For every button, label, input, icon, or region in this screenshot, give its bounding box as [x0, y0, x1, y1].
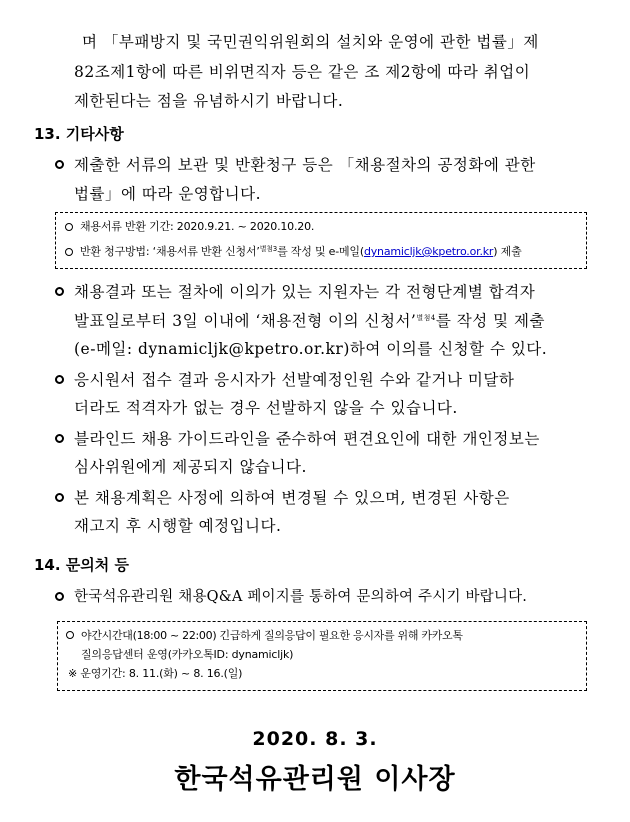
return-method-mid: 를 작성 및 e-메일( — [277, 245, 364, 258]
section-13-item-5-line-1: 본 채용계획은 사정에 의하여 변경될 수 있으며, 변경된 사항은 — [74, 489, 510, 507]
kakao-line-3 — [68, 663, 242, 685]
circle-bullet-icon — [55, 375, 64, 384]
return-method-text: 반환 청구방법: ‘채용서류 반환 신청서’ — [80, 245, 260, 258]
paragraph-line-2: 82조제1항에 따른 비위면직자 등은 같은 조 제2항에 따라 취업이 — [74, 63, 531, 81]
paragraph-line-3: 제한된다는 점을 유념하시기 바랍니다. — [74, 92, 344, 110]
circle-bullet-icon — [55, 160, 64, 169]
section-14-heading: 14. 문의처 등 — [34, 556, 129, 574]
circle-bullet-icon — [55, 434, 64, 443]
section-13-item-5-line-2: 재고지 후 시행할 예정입니다. — [74, 517, 282, 535]
section-14-item-1: 한국석유관리원 채용Q&A 페이지를 통하여 문의하여 주시기 바랍니다. — [74, 589, 528, 605]
section-13-item-4-line-2: 심사위원에게 제공되지 않습니다. — [74, 458, 307, 476]
attachment-4-ref: 별첨4 — [416, 314, 436, 322]
return-method-end: ) 제출 — [493, 245, 522, 258]
section-13-item-3-line-2: 더라도 적격자가 없는 경우 선발하지 않을 수 있습니다. — [74, 399, 458, 417]
document-date: 2020. 8. 3. — [252, 728, 378, 750]
kakao-line-1: 야간시간대(18:00 ~ 22:00) 긴급하게 질의응답이 필요한 응시자를 위해 카카오톡 — [81, 629, 463, 642]
section-13-item-2-line-2 — [74, 310, 545, 332]
section-13-item-2-line-3: (e-메일: dynamicljk@kpetro.or.kr)하여 이의를 신청할 수 있다. — [74, 340, 548, 358]
return-info-box — [55, 212, 587, 269]
circle-bullet-icon — [55, 592, 64, 601]
operation-period: 운영기간: 8. 11.(화) ~ 8. 16.(일) — [80, 667, 243, 680]
circle-bullet-icon — [55, 493, 64, 502]
section-13-item-3-line-1: 응시원서 접수 결과 응시자가 선발예정인원 수와 같거나 미달하 — [74, 371, 515, 389]
paragraph-line-1: 며 「부패방지 및 국민권익위원회의 설치와 운영에 관한 법률」제 — [82, 33, 539, 51]
kakao-line-2: 질의응답센터 운영(카카오톡ID: dynamicljk) — [81, 648, 294, 661]
email-link[interactable]: dynamicljk@kpetro.or.kr — [363, 245, 494, 258]
kakao-info-box — [57, 621, 587, 691]
circle-bullet-icon — [66, 631, 74, 639]
section-13-item-4-line-1: 블라인드 채용 가이드라인을 준수하여 편견요인에 대한 개인정보는 — [74, 430, 540, 448]
section-13-item-2-line-1: 채용결과 또는 절차에 이의가 있는 지원자는 각 전형단계별 합격자 — [74, 283, 536, 301]
return-period: 채용서류 반환 기간: 2020.9.21. ~ 2020.10.20. — [80, 220, 315, 233]
attachment-3-ref: 별첨3 — [259, 245, 278, 253]
section-13-item-1-line-2: 법률」에 따라 운영합니다. — [74, 185, 262, 203]
circle-bullet-icon — [55, 287, 64, 296]
section-13-heading: 13. 기타사항 — [34, 125, 124, 143]
issuer-signature: 한국석유관리원 이사장 — [174, 764, 456, 795]
reference-mark: ※ — [68, 667, 78, 680]
section-13-item-1-line-1: 제출한 서류의 보관 및 반환청구 등은 「채용절차의 공정화에 관한 — [74, 156, 536, 174]
objection-text: 발표일로부터 3일 이내에 ‘채용전형 이의 신청서’ — [74, 312, 417, 330]
circle-bullet-icon — [65, 223, 73, 231]
circle-bullet-icon — [65, 248, 73, 256]
return-method — [80, 241, 522, 263]
objection-text-end: 를 작성 및 제출 — [435, 312, 545, 330]
